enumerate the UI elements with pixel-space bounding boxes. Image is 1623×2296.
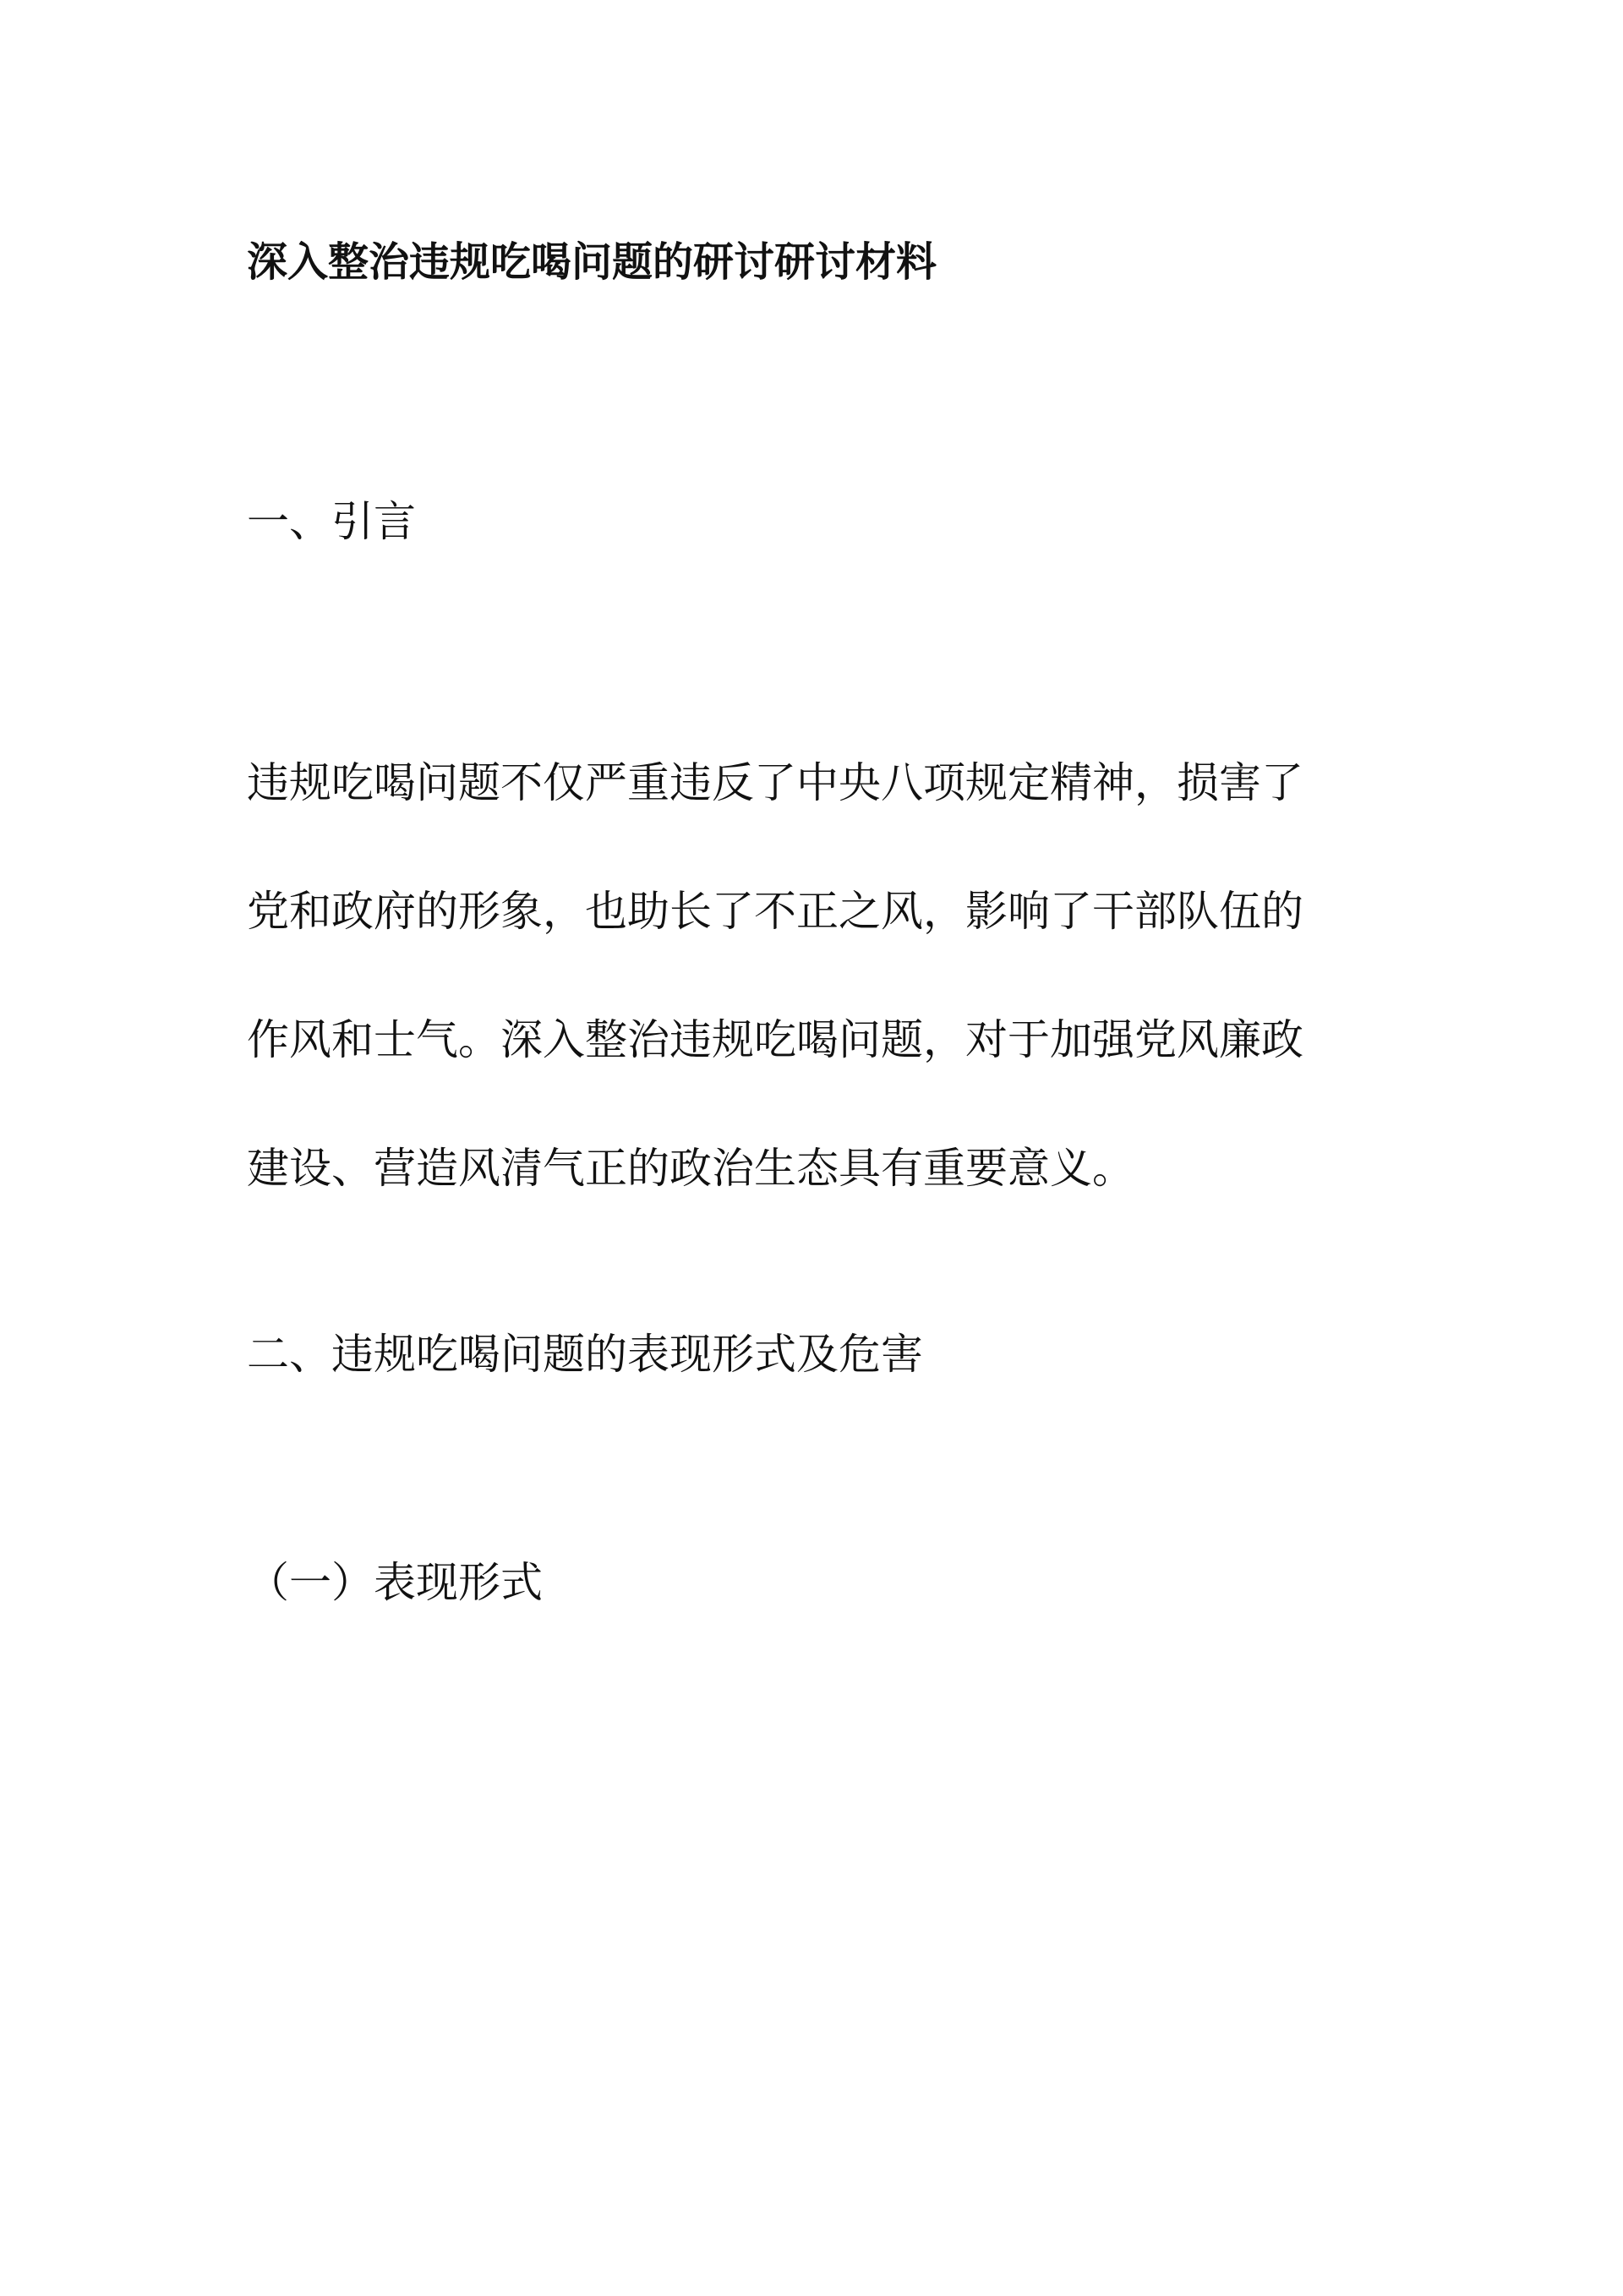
paragraph-line: 党和政府的形象，也助长了不正之风，影响了干部队伍的	[247, 887, 1303, 936]
section-heading-introduction: 一、引言	[247, 497, 416, 546]
paragraph-line: 建设、营造风清气正的政治生态具有重要意义。	[247, 1144, 1134, 1193]
subsection-heading-forms: （一）表现形式	[247, 1558, 543, 1607]
section-heading-forms-and-harms: 二、违规吃喝问题的表现形式及危害	[247, 1330, 923, 1379]
paragraph-line: 违规吃喝问题不仅严重违反了中央八项规定精神，损害了	[247, 758, 1303, 807]
document-title: 深入整治违规吃喝问题的研讨研讨材料	[247, 238, 937, 286]
introduction-paragraph	[247, 719, 1396, 1233]
paragraph-line: 作风和士气。深入整治违规吃喝问题，对于加强党风廉政	[247, 1015, 1303, 1064]
